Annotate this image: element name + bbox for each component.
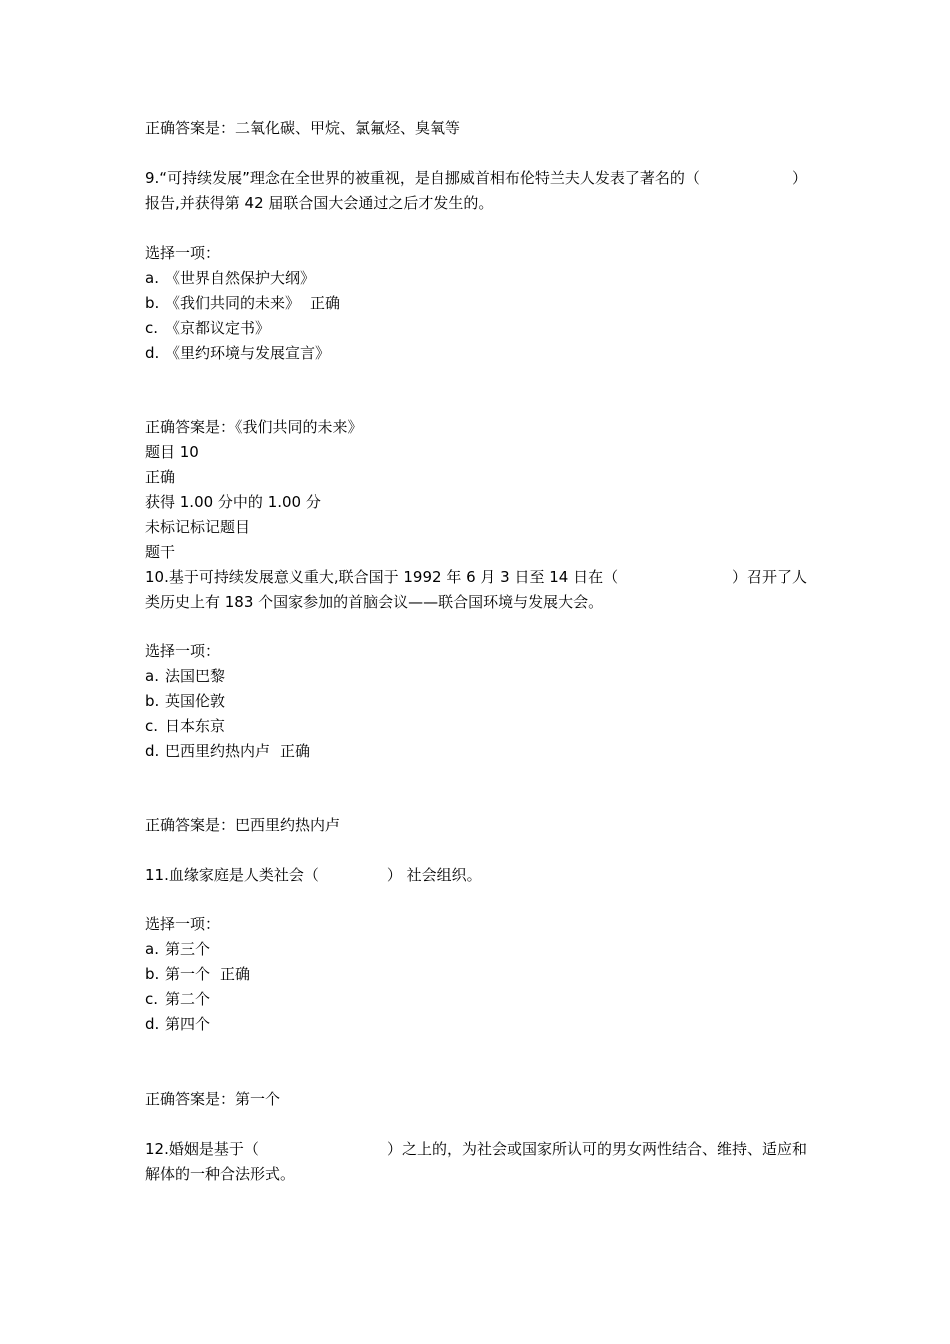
option-letter: a. xyxy=(145,667,159,685)
q10-meta-stem-label: 题干 xyxy=(145,543,176,561)
option-text: 第四个 xyxy=(165,1015,211,1033)
q11-option-d xyxy=(145,1014,815,1034)
q11-stem-left: 11.血缘家庭是人类社会（ xyxy=(145,866,319,884)
q12-stem-left: 12.婚姻是基于（ xyxy=(145,1140,259,1158)
q10-option-a xyxy=(145,666,815,686)
option-text: 《里约环境与发展宣言》 xyxy=(165,344,331,362)
q11-stem-right: ） 社会组织。 xyxy=(386,866,482,884)
q9-stem-line2: 报告,并获得第 42 届联合国大会通过之后才发生的。 xyxy=(145,194,494,212)
q8-correct-answer: 正确答案是：二氧化碳、甲烷、氯氟烃、臭氧等 xyxy=(145,119,461,137)
option-text: 巴西里约热内卢 xyxy=(165,742,271,760)
option-text: 第一个 xyxy=(165,965,211,983)
q9-option-c xyxy=(145,318,815,338)
option-letter: b. xyxy=(145,692,160,710)
q10-meta-score: 获得 1.00 分中的 1.00 分 xyxy=(145,493,321,511)
option-text: 《世界自然保护大纲》 xyxy=(165,269,316,287)
option-text: 《京都议定书》 xyxy=(165,319,271,337)
q11-stem xyxy=(145,865,815,885)
correct-mark: 正确 xyxy=(220,965,251,983)
option-letter: b. xyxy=(145,965,160,983)
q9-option-d xyxy=(145,343,815,363)
correct-mark: 正确 xyxy=(310,294,341,312)
option-text: 法国巴黎 xyxy=(165,667,226,685)
q10-option-b xyxy=(145,691,815,711)
q10-correct-answer: 正确答案是：巴西里约热内卢 xyxy=(145,816,341,834)
q10-stem-left: 10.基于可持续发展意义重大,联合国于 1992 年 6 月 3 日至 14 日在（ xyxy=(145,568,619,586)
option-text: 第三个 xyxy=(165,940,211,958)
option-letter: d. xyxy=(145,1015,160,1033)
q11-option-a xyxy=(145,939,815,959)
q9-stem-left: 9.“可持续发展”理念在全世界的被重视，是自挪威首相布伦特兰夫人发表了著名的（ xyxy=(145,169,700,187)
option-letter: d. xyxy=(145,742,160,760)
q10-option-c xyxy=(145,716,815,736)
option-letter: c. xyxy=(145,990,159,1008)
q9-option-a xyxy=(145,268,815,288)
q9-stem-line1 xyxy=(145,168,807,188)
option-letter: a. xyxy=(145,269,159,287)
q11-option-b xyxy=(145,964,815,984)
option-text: 日本东京 xyxy=(165,717,226,735)
q10-meta-flag: 未标记标记题目 xyxy=(145,518,251,536)
q12-stem-line1 xyxy=(145,1139,807,1159)
option-letter: b. xyxy=(145,294,160,312)
q10-stem-right: ）召开了人 xyxy=(731,568,807,586)
q9-stem-right: ） xyxy=(791,169,807,187)
q9-correct-answer: 正确答案是：《我们共同的未来》 xyxy=(145,418,363,436)
correct-mark: 正确 xyxy=(280,742,311,760)
q10-stem-line1 xyxy=(145,567,807,587)
option-letter: a. xyxy=(145,940,159,958)
option-letter: d. xyxy=(145,344,160,362)
q11-prompt: 选择一项： xyxy=(145,915,221,933)
q11-correct-answer: 正确答案是：第一个 xyxy=(145,1090,281,1108)
q12-stem-line2: 解体的一种合法形式。 xyxy=(145,1165,296,1183)
q10-meta-status: 正确 xyxy=(145,468,176,486)
q10-meta-number: 题目 10 xyxy=(145,443,199,461)
q12-stem-right: ）之上的，为社会或国家所认可的男女两性结合、维持、适应和 xyxy=(386,1140,807,1158)
q10-stem-line2: 类历史上有 183 个国家参加的首脑会议——联合国环境与发展大会。 xyxy=(145,593,604,611)
option-text: 英国伦敦 xyxy=(165,692,226,710)
q9-option-b xyxy=(145,293,815,313)
q9-prompt: 选择一项： xyxy=(145,244,221,262)
option-text: 《我们共同的未来》 xyxy=(165,294,301,312)
q11-option-c xyxy=(145,989,815,1009)
option-text: 第二个 xyxy=(165,990,211,1008)
option-letter: c. xyxy=(145,319,159,337)
q10-prompt: 选择一项： xyxy=(145,642,221,660)
q10-option-d xyxy=(145,741,815,761)
option-letter: c. xyxy=(145,717,159,735)
